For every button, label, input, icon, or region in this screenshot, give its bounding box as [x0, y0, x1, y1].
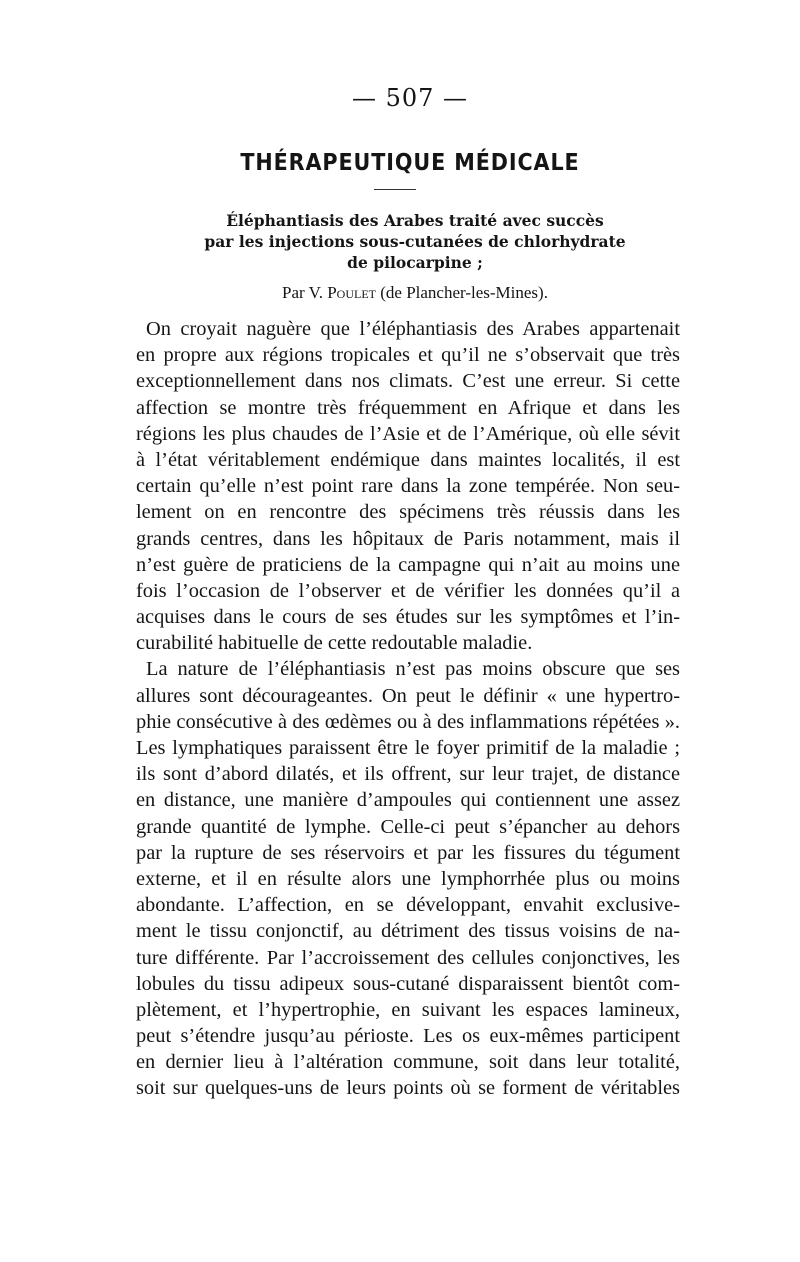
text-line: en distance, une manière d’ampoules qui contiennent une assez [136, 789, 680, 812]
text-line: exceptionnellement dans nos climats. C’est une erreur. Si cette [136, 370, 680, 393]
text-line: régions les plus chaudes de l’Asie et de l’Amérique, où elle sévit [136, 422, 680, 445]
text-line: certain qu’elle n’est point rare dans la zone tempérée. Non seu- [136, 475, 680, 498]
text-line: en propre aux régions tropicales et qu’il ne s’observait que très [136, 344, 680, 367]
text-line: curabilité habituelle de cette redoutable maladie. [136, 632, 533, 655]
text-line: par la rupture de ses réservoirs et par les fissures du tégument [136, 841, 680, 864]
article-title-line: Éléphantiasis des Arabes traité avec succès [226, 211, 604, 230]
text-line: ture différente. Par l’accroissement des cellules conjonctives, les [136, 946, 680, 969]
title-divider [374, 189, 416, 190]
text-line: plètement, et l’hypertrophie, en suivant les espaces lamineux, [136, 998, 680, 1021]
text-line: en dernier lieu à l’altération commune, soit dans leur totalité, [136, 1051, 680, 1074]
page-number: — 507 — [351, 84, 469, 112]
article-title-line: de pilocarpine ; [347, 253, 483, 272]
section-title: THÉRAPEUTIQUE MÉDICALE [240, 150, 580, 176]
text-line: Les lymphatiques paraissent être le foyer primitif de la maladie ; [136, 737, 680, 759]
author-line [150, 282, 680, 304]
author-affiliation: (de Plancher-les-Mines). [376, 283, 548, 302]
text-line: lobules du tissu adipeux sous-cutané disparaissent bientôt com- [136, 972, 680, 995]
text-line: acquises dans le cours de ses études sur les symptômes et l’in- [136, 606, 680, 629]
article-body [136, 316, 680, 1102]
text-line: affection se montre très fréquemment en Afrique et dans les [136, 396, 680, 419]
text-line: On croyait naguère que l’éléphantiasis des Arabes appartenait [146, 318, 680, 340]
text-line: allures sont décourageantes. On peut le définir « une hypertro- [136, 684, 680, 707]
article-title [150, 210, 680, 273]
text-line: n’est guère de praticiens de la campagne qui n’ait au moins une [136, 553, 680, 576]
author-prefix: Par V. [282, 283, 328, 302]
text-line: ment le tissu conjonctif, au détriment des tissus voisins de na- [136, 920, 680, 943]
text-line: fois l’occasion de l’observer et de vérifier les données qu’il a [136, 579, 680, 602]
paragraph-2 [136, 656, 680, 1101]
text-line: La nature de l’éléphantiasis n’est pas moins obscure que ses [146, 658, 680, 681]
text-line: soit sur quelques-uns de leurs points où se forment de véritables [136, 1077, 680, 1100]
text-line: lement on en rencontre des spécimens très réussis dans les [136, 501, 680, 524]
text-line: abondante. L’affection, en se développant, envahit exclusive- [136, 894, 680, 917]
paragraph-1 [136, 316, 680, 656]
text-line: phie consécutive à des œdèmes ou à des inflammations répétées ». [136, 710, 680, 733]
author-name: Poulet [327, 283, 376, 302]
text-line: grande quantité de lymphe. Celle-ci peut s’épancher au dehors [136, 815, 680, 838]
article-title-line: par les injections sous-cutanées de chlorhydrate [204, 232, 626, 251]
text-line: peut s’étendre jusqu’au périoste. Les os eux-mêmes participent [136, 1025, 680, 1048]
text-line: grands centres, dans les hôpitaux de Paris notamment, mais il [136, 527, 680, 550]
text-line: externe, et il en résulte alors une lymphorrhée plus ou moins [136, 867, 680, 890]
text-line: ils sont d’abord dilatés, et ils offrent, sur leur trajet, de distance [136, 763, 680, 786]
text-line: à l’état véritablement endémique dans maintes localités, il est [136, 448, 680, 471]
